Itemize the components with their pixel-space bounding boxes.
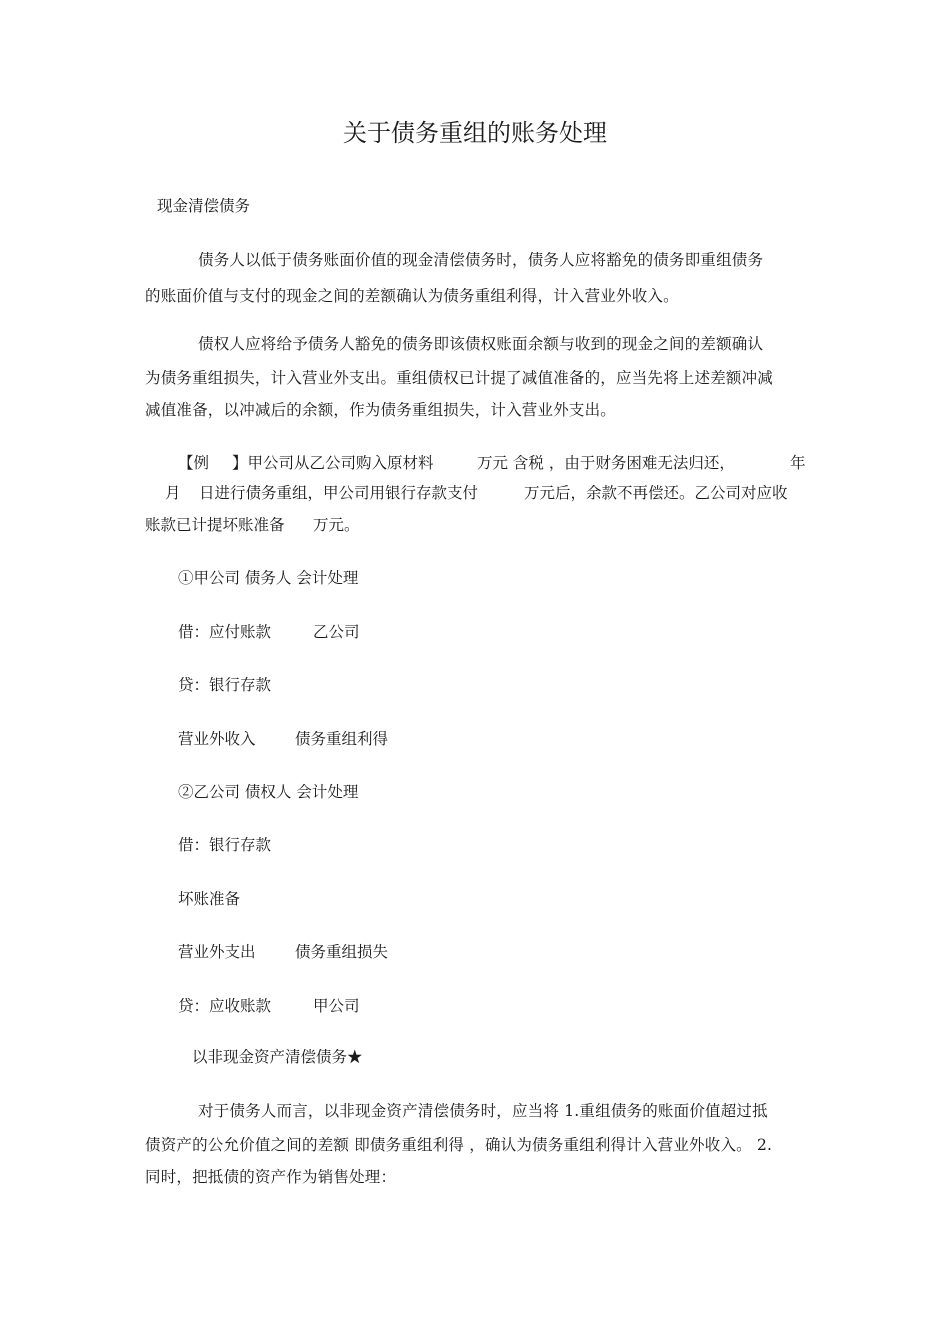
entry-heading-debtor: ①甲公司 债务人 会计处理 [178, 569, 359, 587]
paragraph-line: 对于债务人而言，以非现金资产清偿债务时，应当将 1.重组债务的账面价值超过抵 [198, 1102, 768, 1120]
journal-entry-subaccount: 债务重组利得 [295, 730, 389, 748]
section-heading-non-cash-settlement: 以非现金资产清偿债务★ [192, 1048, 363, 1066]
example-text: 账款已计提坏账准备 [145, 516, 285, 534]
example-text: 万元后，余款不再偿还。乙公司对应收 [524, 484, 788, 502]
journal-entry-party: 乙公司 [313, 623, 360, 641]
journal-entry-debit: 借：应付账款 [178, 623, 272, 641]
paragraph-line: 债资产的公允价值之间的差额 即债务重组利得 ，确认为债务重组利得计入营业外收入。 2. [145, 1136, 773, 1154]
journal-entry-account: 营业外支出 [178, 943, 256, 961]
paragraph-line: 为债务重组损失，计入营业外支出。重组债权已计提了减值准备的，应当先将上述差额冲减 [145, 369, 774, 387]
section-heading-cash-settlement: 现金清偿债务 [157, 197, 251, 215]
example-text: 万元 含税 ，由于财务困难无法归还， [477, 454, 735, 472]
entry-heading-creditor: ②乙公司 债权人 会计处理 [178, 783, 359, 801]
paragraph-line: 同时，把抵债的资产作为销售处理： [145, 1168, 397, 1186]
paragraph-line: 的账面价值与支付的现金之间的差额确认为债务重组利得，计入营业外收入。 [145, 287, 679, 305]
example-text: 】甲公司从乙公司购入原材料 [232, 454, 434, 472]
journal-entry-debit: 借：银行存款 [178, 836, 272, 854]
document-title: 关于债务重组的账务处理 [343, 119, 607, 147]
paragraph-line: 债权人应将给予债务人豁免的债务即该债权账面余额与收到的现金之间的差额确认 [198, 335, 764, 353]
paragraph-line: 减值准备，以冲减后的余额，作为债务重组损失，计入营业外支出。 [145, 401, 617, 419]
example-text: 月 [165, 484, 181, 502]
journal-entry-credit: 贷：银行存款 [178, 676, 272, 694]
journal-entry-subaccount: 债务重组损失 [295, 943, 389, 961]
example-label: 【例 [178, 454, 210, 472]
example-text: 年 [790, 454, 806, 472]
journal-entry-credit: 贷：应收账款 [178, 997, 272, 1015]
paragraph-line: 债务人以低于债务账面价值的现金清偿债务时，债务人应将豁免的债务即重组债务 [198, 251, 764, 269]
journal-entry-party: 甲公司 [313, 997, 360, 1015]
example-text: 日进行债务重组，甲公司用银行存款支付 [199, 484, 479, 502]
example-text: 万元。 [313, 516, 360, 534]
journal-entry-account: 营业外收入 [178, 730, 256, 748]
journal-entry-account: 坏账准备 [178, 890, 241, 908]
